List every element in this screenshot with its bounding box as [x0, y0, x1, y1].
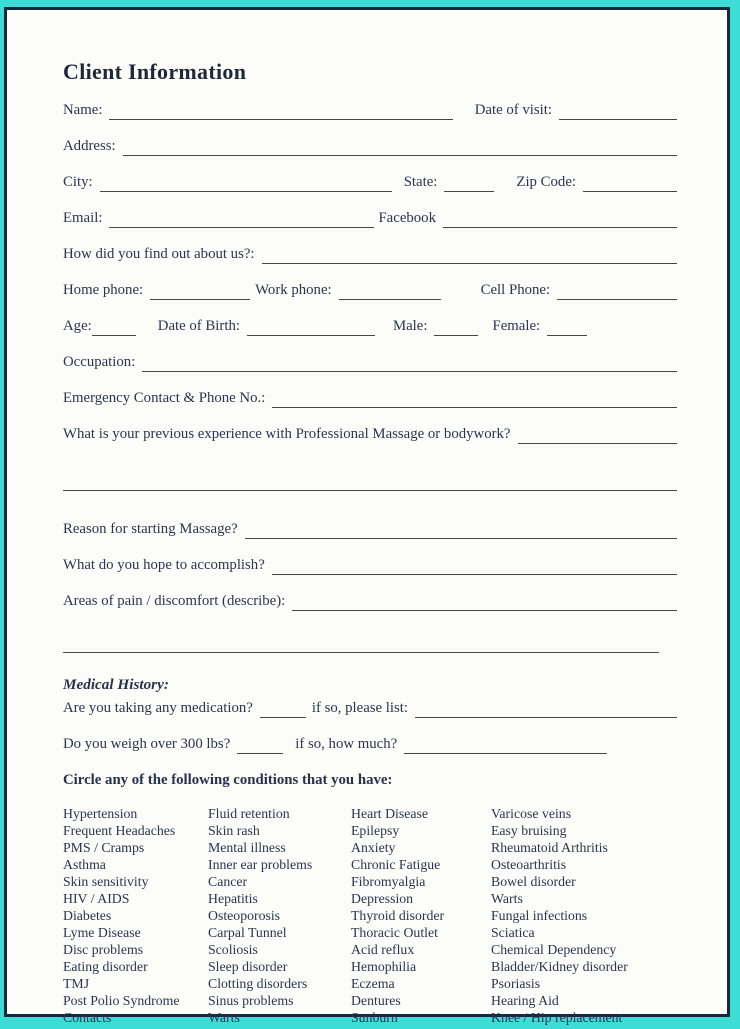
female-input-line[interactable] — [547, 317, 587, 336]
condition-item[interactable]: Skin rash — [208, 823, 260, 838]
condition-item[interactable]: Hepatitis — [208, 891, 258, 906]
medication-list-input-line[interactable] — [415, 699, 677, 718]
address-input-line[interactable] — [123, 137, 677, 156]
pain-areas-label: Areas of pain / discomfort (describe): — [63, 593, 286, 609]
condition-item[interactable]: Osteoporosis — [208, 908, 281, 923]
condition-item[interactable]: Sciatica — [491, 925, 535, 940]
weight-how-much-input-line[interactable] — [404, 735, 607, 754]
medication-list-label: if so, please list: — [311, 700, 409, 716]
condition-item[interactable]: Scoliosis — [208, 942, 258, 957]
page-title: Client Information — [63, 59, 247, 84]
accomplish-input-line[interactable] — [272, 556, 677, 575]
condition-item[interactable]: Inner ear problems — [208, 857, 313, 872]
city-label: City: — [63, 174, 93, 190]
condition-item[interactable]: Fungal infections — [491, 908, 588, 923]
condition-item[interactable]: Mental illness — [208, 840, 286, 855]
female-label: Female: — [492, 318, 541, 334]
experience-input-line[interactable] — [518, 425, 678, 444]
conditions-column-2 — [208, 805, 351, 1026]
emergency-row — [63, 387, 677, 408]
name-label: Name: — [63, 102, 103, 118]
name-input-line[interactable] — [109, 101, 452, 120]
medication-question-label: Are you taking any medication? — [63, 700, 253, 716]
date-of-visit-label: Date of visit: — [474, 102, 552, 118]
condition-item[interactable]: Rheumatoid Arthritis — [491, 840, 608, 855]
email-label: Email: — [63, 210, 103, 226]
conditions-column-1 — [63, 805, 208, 1026]
male-label: Male: — [392, 318, 428, 334]
condition-item[interactable]: Hearing Aid — [491, 993, 559, 1008]
condition-item[interactable]: Diabetes — [63, 908, 112, 923]
zip-label: Zip Code: — [516, 174, 576, 190]
medical-history-heading: Medical History: — [63, 676, 169, 693]
emergency-input-line[interactable] — [272, 389, 677, 408]
state-input-line[interactable] — [444, 173, 494, 192]
condition-item[interactable]: Clotting disorders — [208, 976, 308, 991]
condition-item[interactable]: Chemical Dependency — [491, 942, 617, 957]
phones-row — [63, 279, 677, 300]
condition-item[interactable]: Contacts — [63, 1010, 112, 1025]
condition-item[interactable]: HIV / AIDS — [63, 891, 130, 906]
condition-item[interactable]: Chronic Fatigue — [351, 857, 441, 872]
pain-areas-row — [63, 590, 677, 611]
conditions-column-4 — [491, 805, 677, 1026]
facebook-label: Facebook — [378, 210, 436, 226]
condition-item[interactable]: Hemophilia — [351, 959, 417, 974]
dob-input-line[interactable] — [247, 317, 375, 336]
condition-item[interactable]: Carpal Tunnel — [208, 925, 287, 940]
condition-item[interactable]: Knee / Hip replacement — [491, 1010, 623, 1025]
condition-item[interactable]: Psoriasis — [491, 976, 541, 991]
condition-item[interactable]: Post Polio Syndrome — [63, 993, 180, 1008]
age-dob-sex-row — [63, 315, 677, 336]
reason-row — [63, 518, 677, 539]
condition-item[interactable]: Varicose veins — [491, 806, 572, 821]
condition-item[interactable]: Acid reflux — [351, 942, 415, 957]
medication-row — [63, 697, 677, 718]
accomplish-label: What do you hope to accomplish? — [63, 557, 265, 573]
condition-item[interactable]: Thyroid disorder — [351, 908, 445, 923]
experience-continuation-line[interactable] — [63, 490, 677, 491]
home-phone-label: Home phone: — [63, 282, 144, 298]
experience-label: What is your previous experience with Professional Massage or bodywork? — [63, 426, 511, 442]
name-row — [63, 99, 677, 120]
male-input-line[interactable] — [434, 317, 478, 336]
condition-item[interactable]: Sinus problems — [208, 993, 294, 1008]
condition-item[interactable]: Hypertension — [63, 806, 138, 821]
condition-item[interactable]: Cancer — [208, 874, 248, 889]
condition-item[interactable]: Disc problems — [63, 942, 144, 957]
conditions-column-3 — [351, 805, 491, 1026]
cell-phone-input-line[interactable] — [557, 281, 677, 300]
condition-item[interactable]: Fluid retention — [208, 806, 290, 821]
referral-input-line[interactable] — [262, 245, 677, 264]
condition-item[interactable]: Eczema — [351, 976, 395, 991]
cell-phone-label: Cell Phone: — [480, 282, 551, 298]
address-label: Address: — [63, 138, 116, 154]
reason-label: Reason for starting Massage? — [63, 521, 238, 537]
experience-row — [63, 423, 677, 444]
address-row — [63, 135, 677, 156]
city-state-zip-row — [63, 171, 677, 192]
work-phone-input-line[interactable] — [339, 281, 441, 300]
dob-label: Date of Birth: — [157, 318, 240, 334]
state-label: State: — [403, 174, 438, 190]
condition-item[interactable]: Asthma — [63, 857, 106, 872]
conditions-heading: Circle any of the following conditions that you have: — [63, 772, 393, 788]
email-facebook-row — [63, 207, 677, 228]
weight-row — [63, 733, 677, 754]
home-phone-input-line[interactable] — [150, 281, 250, 300]
accomplish-row — [63, 554, 677, 575]
condition-item[interactable]: Bowel disorder — [491, 874, 576, 889]
conditions-grid — [63, 805, 677, 1026]
weight-yes-no-line[interactable] — [237, 735, 283, 754]
weight-question-label: Do you weigh over 300 lbs? — [63, 736, 231, 752]
pain-areas-continuation-line[interactable] — [63, 652, 659, 653]
condition-item[interactable]: Sunburn — [351, 1010, 398, 1025]
condition-item[interactable]: Thoracic Outlet — [351, 925, 438, 940]
condition-item[interactable]: TMJ — [63, 976, 90, 991]
medication-yes-no-line[interactable] — [260, 699, 306, 718]
pain-areas-input-line[interactable] — [292, 592, 677, 611]
condition-item[interactable]: Eating disorder — [63, 959, 148, 974]
condition-item[interactable]: Anxiety — [351, 840, 396, 855]
condition-item[interactable]: PMS / Cramps — [63, 840, 145, 855]
occupation-row — [63, 351, 677, 372]
referral-row — [63, 243, 677, 264]
condition-item[interactable]: Skin sensitivity — [63, 874, 149, 889]
condition-item[interactable]: Heart Disease — [351, 806, 428, 821]
condition-item[interactable]: Bladder/Kidney disorder — [491, 959, 628, 974]
condition-item[interactable]: Lyme Disease — [63, 925, 141, 940]
condition-item[interactable]: Osteoarthritis — [491, 857, 567, 872]
condition-item[interactable]: Fibromyalgia — [351, 874, 426, 889]
reason-input-line[interactable] — [245, 520, 677, 539]
condition-item[interactable]: Dentures — [351, 993, 401, 1008]
condition-item[interactable]: Warts — [208, 1010, 240, 1025]
occupation-input-line[interactable] — [142, 353, 677, 372]
emergency-label: Emergency Contact & Phone No.: — [63, 390, 266, 406]
occupation-label: Occupation: — [63, 354, 136, 370]
condition-item[interactable]: Warts — [491, 891, 523, 906]
date-of-visit-input-line[interactable] — [559, 101, 677, 120]
referral-label: How did you find out about us?: — [63, 246, 255, 262]
zip-input-line[interactable] — [583, 173, 677, 192]
condition-item[interactable]: Sleep disorder — [208, 959, 288, 974]
age-input-line[interactable] — [92, 317, 136, 336]
condition-item[interactable]: Frequent Headaches — [63, 823, 176, 838]
condition-item[interactable]: Depression — [351, 891, 414, 906]
email-input-line[interactable] — [109, 209, 374, 228]
facebook-input-line[interactable] — [443, 209, 677, 228]
condition-item[interactable]: Easy bruising — [491, 823, 567, 838]
age-label: Age: — [63, 318, 92, 334]
city-input-line[interactable] — [100, 173, 392, 192]
condition-item[interactable]: Epilepsy — [351, 823, 400, 838]
weight-how-much-label: if so, how much? — [295, 736, 398, 752]
form-page — [4, 7, 730, 1025]
work-phone-label: Work phone: — [255, 282, 332, 298]
